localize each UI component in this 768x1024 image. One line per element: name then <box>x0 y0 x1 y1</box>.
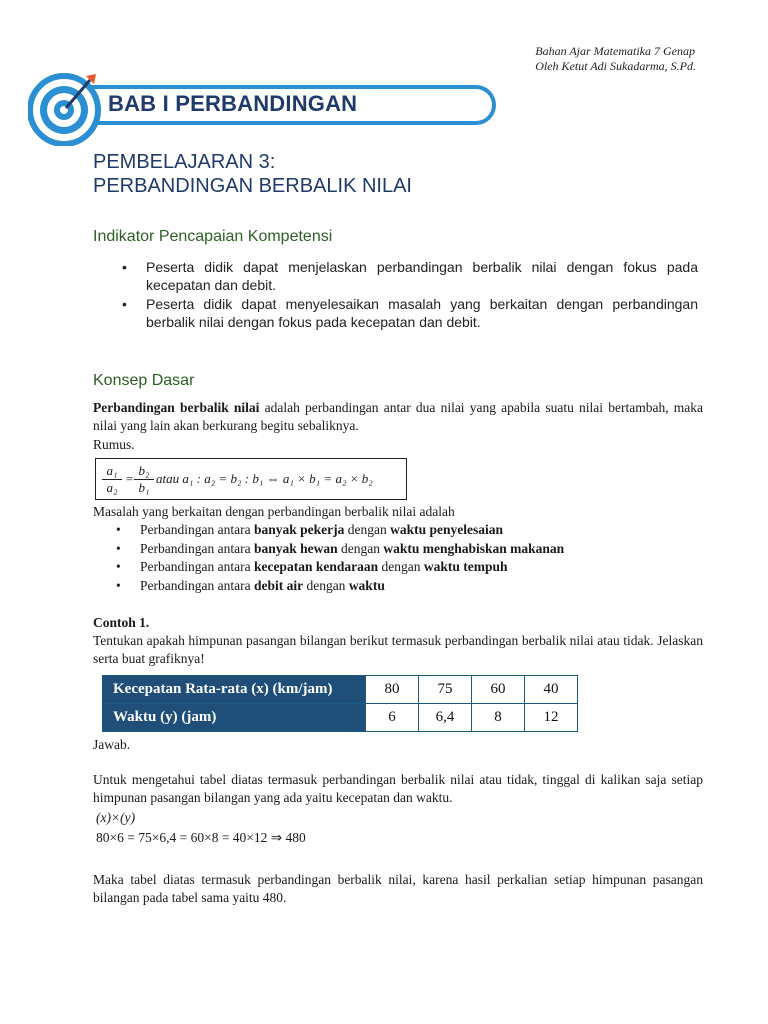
concept-definition <box>93 399 703 435</box>
example-question: Tentukan apakah himpunan pasangan bilangan berikut termasuk perbandingan berbalik nilai atau tidak. Jelaskan serta buat grafiknya! <box>93 633 703 666</box>
table-cell: 40 <box>525 676 578 704</box>
formula-box <box>95 458 407 500</box>
answer-conclusion: Maka tabel diatas termasuk perbandingan berbalik nilai, karena hasil perkalian setiap himpunan pasangan bilangan pada tabel sama yaitu 480. <box>93 872 703 905</box>
related-item: • Perbandingan antara banyak hewan dengan waktu menghabiskan makanan <box>112 540 672 559</box>
lesson-title <box>93 150 412 198</box>
indicator-item: • Peserta didik dapat menyelesaikan masalah yang berkaitan dengan perbandingan berbalik nilai dengan fokus pada kecepatan dan debit. <box>118 295 698 331</box>
header-note-line2: Oleh Ketut Adi Sukadarma, S.Pd. <box>535 59 696 73</box>
formula-equals: = <box>125 471 134 486</box>
lesson-title-line2: PERBANDINGAN BERBALIK NILAI <box>93 175 412 197</box>
related-item: • Perbandingan antara banyak pekerja dengan waktu penyelesaian <box>112 521 672 540</box>
table-cell: 60 <box>472 676 525 704</box>
table-cell: 75 <box>419 676 472 704</box>
related-item: • Perbandingan antara debit air dengan waktu <box>112 577 672 596</box>
fraction-a-den: a₂ <box>106 480 118 495</box>
lesson-title-line1: PEMBELAJARAN 3: <box>93 151 276 173</box>
chapter-title: BAB I PERBANDINGAN <box>108 91 358 116</box>
table-header-time: Waktu (y) (jam) <box>103 704 366 732</box>
rumus-label: Rumus. <box>93 437 135 452</box>
answer-explanation: Untuk mengetahui tabel diatas termasuk perbandingan berbalik nilai atau tidak, tinggal di kalikan saja setiap himpunan pasangan bilangan yang ada yaitu kecepatan dan waktu. <box>93 772 703 805</box>
table-cell: 6 <box>366 704 419 732</box>
concept-heading: Konsep Dasar <box>93 372 195 389</box>
answer-label: Jawab. <box>93 737 131 752</box>
formula-rest: atau a₁ : a₂ = b₂ : b₁ ⇔ a₁ × b₁ = a₂ × b₂ <box>156 471 373 486</box>
related-list <box>112 521 672 595</box>
fraction-a-num: a₁ <box>102 463 122 480</box>
header-note <box>535 44 696 74</box>
table-cell: 80 <box>366 676 419 704</box>
indicator-list <box>118 258 698 332</box>
data-table <box>102 675 578 732</box>
fraction-b <box>134 463 154 496</box>
math-product-equation: 80×6 = 75×6,4 = 60×8 = 40×12 ⇒ 480 <box>96 830 306 845</box>
target-icon <box>28 70 104 146</box>
fraction-b-num: b₂ <box>134 463 154 480</box>
fraction-a <box>102 463 122 496</box>
table-row <box>103 704 578 732</box>
math-product-label: (x)×(y) <box>96 810 136 825</box>
definition-text: adalah perbandingan antar dua nilai yang apabila suatu nilai bertambah, maka nilai yang lain akan berkurang begitu sebaliknya. <box>93 400 703 433</box>
table-cell: 8 <box>472 704 525 732</box>
header-note-line1: Bahan Ajar Matematika 7 Genap <box>535 44 695 58</box>
example-heading: Contoh 1. <box>93 615 150 630</box>
related-intro: Masalah yang berkaitan dengan perbandingan berbalik nilai adalah <box>93 504 455 519</box>
related-item: • Perbandingan antara kecepatan kendaraan dengan waktu tempuh <box>112 558 672 577</box>
definition-term: Perbandingan berbalik nilai <box>93 400 260 415</box>
indicator-heading: Indikator Pencapaian Kompetensi <box>93 228 333 245</box>
table-row <box>103 676 578 704</box>
table-header-speed: Kecepatan Rata-rata (x) (km/jam) <box>103 676 366 704</box>
table-cell: 12 <box>525 704 578 732</box>
fraction-b-den: b₁ <box>138 480 150 495</box>
table-cell: 6,4 <box>419 704 472 732</box>
indicator-item: • Peserta didik dapat menjelaskan perbandingan berbalik nilai dengan fokus pada kecepatan dan debit. <box>118 258 698 294</box>
